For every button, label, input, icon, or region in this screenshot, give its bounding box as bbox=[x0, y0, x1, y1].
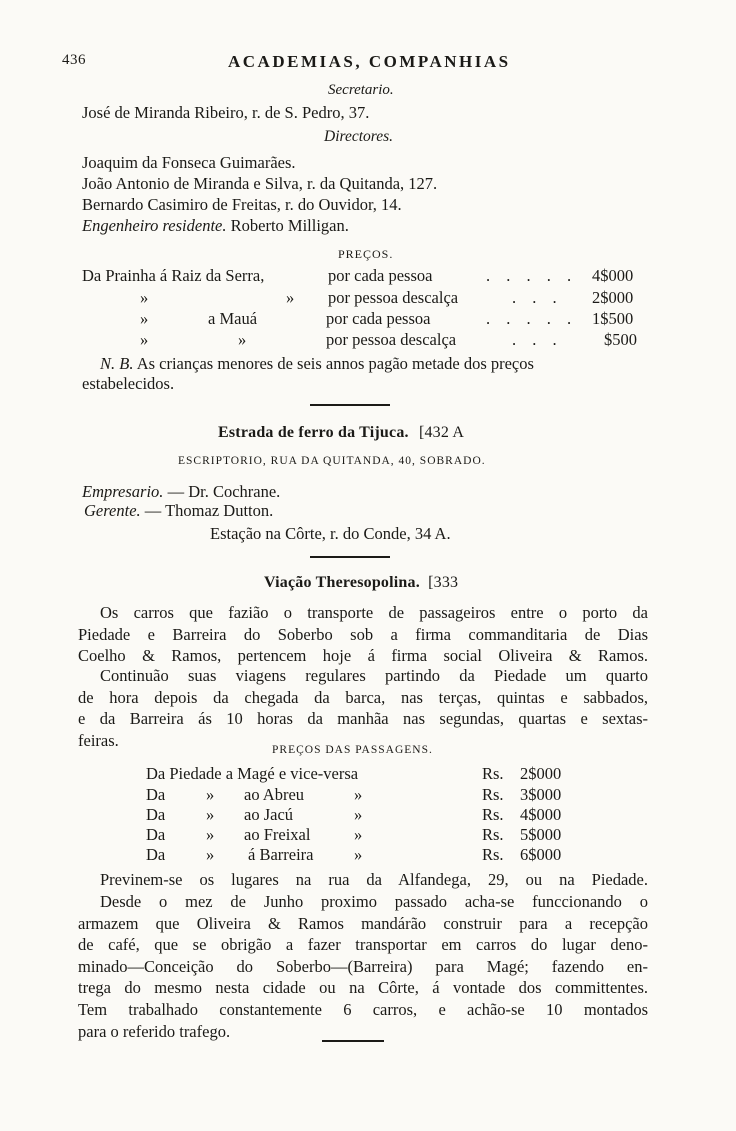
fare-row-price: 6$000 bbox=[520, 845, 562, 864]
price-row-desc: por pessoa descalça bbox=[328, 288, 459, 307]
fare-row-ditto: » bbox=[354, 825, 363, 844]
price-row-value: 4$000 bbox=[592, 266, 634, 285]
fare-row-from: Da bbox=[146, 785, 166, 804]
paragraph-line: feiras. bbox=[78, 730, 119, 750]
paragraph-line: de hora depois da chegada da barca, nas terças, quintas e sabbados, bbox=[78, 687, 648, 707]
paragraph-line: minado—Conceição do Soberbo—(Barreira) para Magé; fazendo en- bbox=[78, 956, 648, 976]
price-row-value: 1$500 bbox=[592, 309, 634, 328]
tijuca-station: Estação na Côrte, r. do Conde, 34 A. bbox=[210, 524, 451, 543]
price-row-c1: » bbox=[140, 330, 149, 349]
price-row-value: 2$000 bbox=[592, 288, 634, 307]
fare-row-from: Da bbox=[146, 805, 166, 824]
price-row-c1: Da Prainha á Raiz da Serra, bbox=[82, 266, 265, 285]
gerente-label: Gerente. bbox=[84, 501, 141, 520]
running-title: ACADEMIAS, COMPANHIAS bbox=[228, 52, 511, 71]
viacao-ref: [333 bbox=[428, 574, 459, 591]
empresario-label: Empresario. bbox=[82, 482, 164, 501]
directors-label: Directores. bbox=[324, 128, 394, 145]
price-row-dots: . . . . . bbox=[486, 266, 578, 285]
fare-row-price: 2$000 bbox=[520, 764, 562, 783]
note-text-continued: estabelecidos. bbox=[82, 374, 175, 393]
fare-row-ditto: » bbox=[206, 845, 215, 864]
tijuca-ref: [432 A bbox=[418, 424, 465, 441]
page-number: 436 bbox=[62, 52, 86, 68]
fare-row-currency: Rs. bbox=[482, 825, 504, 844]
fare-row-currency: Rs. bbox=[482, 845, 504, 864]
fare-row-ditto: » bbox=[354, 805, 363, 824]
section-divider bbox=[310, 556, 390, 558]
fare-row-price: 4$000 bbox=[520, 805, 562, 824]
paragraph-line: Previnem-se os lugares na rua da Alfandega, 29, ou na Piedade. bbox=[100, 870, 648, 889]
empresario-value: — Dr. Cochrane. bbox=[167, 482, 281, 501]
paragraph-line: Os carros que fazião o transporte de passageiros entre o porto da bbox=[100, 603, 648, 622]
note-label: N. B. bbox=[100, 354, 134, 373]
engineer-label: Engenheiro residente. bbox=[82, 216, 227, 235]
paragraph-line: Coelho & Ramos, pertencem hoje á firma social Oliveira & Ramos. bbox=[78, 646, 648, 666]
fare-row-currency: Rs. bbox=[482, 805, 504, 824]
fare-row-ditto: » bbox=[354, 845, 363, 864]
paragraph-line: trega do mesmo nesta cidade ou na Côrte, á vontade dos committentes. bbox=[78, 978, 648, 998]
fare-row-price: 5$000 bbox=[520, 825, 562, 844]
prices-label: PREÇOS. bbox=[338, 247, 394, 261]
paragraph-line: Desde o mez de Junho proximo passado acha-se funccionando o bbox=[100, 892, 648, 911]
director-item: Joaquim da Fonseca Guimarães. bbox=[82, 153, 296, 172]
price-row-desc: por cada pessoa bbox=[328, 266, 433, 285]
director-item: João Antonio de Miranda e Silva, r. da Quitanda, 127. bbox=[82, 174, 438, 193]
paragraph-2 bbox=[78, 665, 648, 751]
fare-row-price: 3$000 bbox=[520, 785, 562, 804]
fare-row-from: Da Piedade a Magé e vice-versa bbox=[146, 764, 359, 783]
fare-row-from: Da bbox=[146, 825, 166, 844]
paragraph-line: Piedade e Barreira do Soberbo sob a firma commanditaria de Dias bbox=[78, 624, 648, 644]
paragraph-line: Tem trabalhado constantemente 6 carros, e achão-se 10 montados bbox=[78, 999, 648, 1019]
gerente-line bbox=[84, 501, 273, 521]
section-title-viacao bbox=[264, 574, 458, 592]
paragraph-4 bbox=[78, 891, 648, 1042]
paragraph-line: de café, que se obrigão a fazer transportar em carros do lugar deno- bbox=[78, 935, 648, 955]
paragraph-line: e da Barreira ás 10 horas da manhãa nas segundas, quartas e sextas- bbox=[78, 709, 648, 729]
note-line bbox=[100, 354, 534, 374]
empresario-line bbox=[82, 482, 280, 502]
tijuca-title: Estrada de ferro da Tijuca. bbox=[218, 424, 409, 441]
price-row-c2: » bbox=[238, 330, 247, 349]
fare-row-ditto: » bbox=[206, 825, 215, 844]
fares-label: PREÇOS DAS PASSAGENS. bbox=[272, 744, 433, 756]
price-row-dots: . . . . . bbox=[486, 309, 578, 328]
section-divider bbox=[310, 404, 390, 406]
fare-row-destination: ao Abreu bbox=[244, 785, 305, 804]
gerente-value: — Thomaz Dutton. bbox=[144, 501, 274, 520]
engineer-line bbox=[82, 216, 349, 236]
price-row-c2: a Mauá bbox=[208, 309, 258, 328]
price-row-dots: . . . bbox=[512, 330, 563, 349]
secretary-label: Secretario. bbox=[328, 82, 394, 98]
price-row-c1: » bbox=[140, 309, 149, 328]
engineer-name: Roberto Milligan. bbox=[230, 216, 349, 235]
viacao-title: Viação Theresopolina. bbox=[264, 574, 420, 591]
price-row-c2: » bbox=[286, 288, 295, 307]
fare-row-currency: Rs. bbox=[482, 785, 504, 804]
fare-row-from: Da bbox=[146, 845, 166, 864]
note-text: As crianças menores de seis annos pagão metade dos preços bbox=[136, 354, 534, 373]
fare-row-destination: ao Freixal bbox=[244, 825, 311, 844]
section-title-tijuca bbox=[218, 424, 464, 442]
fare-row-ditto: » bbox=[206, 785, 215, 804]
paragraph-line: armazem que Oliveira & Ramos mandárão construir para a recepção bbox=[78, 913, 648, 933]
price-row-dots: . . . bbox=[512, 288, 563, 307]
paragraph-1 bbox=[78, 602, 648, 667]
paragraph-3 bbox=[100, 870, 648, 890]
section-divider bbox=[322, 1040, 384, 1042]
tijuca-office: ESCRIPTORIO, RUA DA QUITANDA, 40, SOBRADO. bbox=[178, 455, 486, 467]
fare-row-ditto: » bbox=[354, 785, 363, 804]
paragraph-line: Continuão suas viagens regulares partindo da Piedade um quarto bbox=[100, 666, 648, 685]
secretary-line: José de Miranda Ribeiro, r. de S. Pedro, 37. bbox=[82, 103, 370, 122]
price-row-value: $500 bbox=[604, 330, 637, 349]
fare-row-destination: ao Jacú bbox=[244, 805, 294, 824]
price-row-desc: por pessoa descalça bbox=[326, 330, 457, 349]
fare-row-currency: Rs. bbox=[482, 764, 504, 783]
director-item: Bernardo Casimiro de Freitas, r. do Ouvidor, 14. bbox=[82, 195, 402, 214]
paragraph-line: para o referido trafego. bbox=[78, 1021, 231, 1041]
fare-row-destination: á Barreira bbox=[248, 845, 314, 864]
fare-row-ditto: » bbox=[206, 805, 215, 824]
price-row-c1: » bbox=[140, 288, 149, 307]
price-row-desc: por cada pessoa bbox=[326, 309, 431, 328]
